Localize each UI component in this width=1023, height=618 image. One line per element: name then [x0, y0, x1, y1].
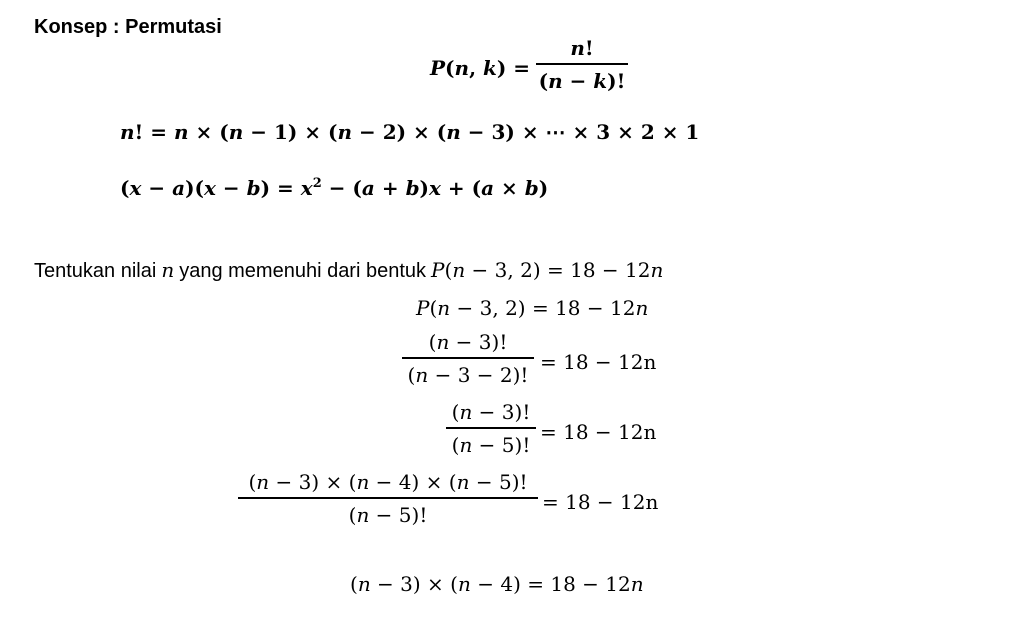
section-heading: Konsep : Permutasi [34, 16, 222, 38]
step-3-rhs: = 18 − 12n [540, 420, 657, 444]
step-4-numerator: (n − 3) × (n − 4) × (n − 5)! [248, 470, 528, 494]
step-2-numerator: (n − 3)! [428, 330, 508, 354]
fraction-bar [536, 63, 628, 65]
step-4-rhs: = 18 − 12n [542, 490, 659, 514]
step-3-denominator: (n − 5)! [451, 432, 531, 457]
step-4-fraction [238, 470, 538, 527]
problem-prefix: Tentukan nilai [34, 260, 157, 282]
permutation-formula-lhs: P(n, k) = [430, 56, 531, 80]
problem-statement [34, 258, 663, 283]
permutation-formula-fraction [536, 36, 628, 93]
fraction-bar [402, 357, 534, 359]
permutation-numerator: n! [570, 36, 594, 60]
step-2-rhs: = 18 − 12n [540, 350, 657, 374]
step-3-fraction [446, 400, 536, 457]
step-4-denominator: (n − 5)! [348, 502, 428, 527]
step-1: P(n − 3, 2) = 18 − 12n [416, 296, 649, 320]
problem-middle: yang memenuhi dari bentuk [179, 260, 427, 282]
fraction-bar [446, 427, 536, 429]
factorial-definition: n! = n × (n − 1) × (n − 2) × (n − 3) × ⋯ × 3 × 2 × 1 [120, 120, 700, 144]
permutation-denominator: (n − k)! [538, 68, 626, 93]
problem-variable: n [161, 258, 175, 282]
problem-expression: P(n − 3, 2) = 18 − 12n [431, 258, 664, 282]
step-5: (n − 3) × (n − 4) = 18 − 12n [350, 572, 644, 596]
fraction-bar [238, 497, 538, 499]
step-2-denominator: (n − 3 − 2)! [407, 362, 529, 387]
step-2-fraction [402, 330, 534, 387]
quadratic-identity: $(x - a)(x - b) = x^2 - (a + b)x + (a \times b)$ [120, 176, 549, 200]
step-3-numerator: (n − 3)! [451, 400, 531, 424]
